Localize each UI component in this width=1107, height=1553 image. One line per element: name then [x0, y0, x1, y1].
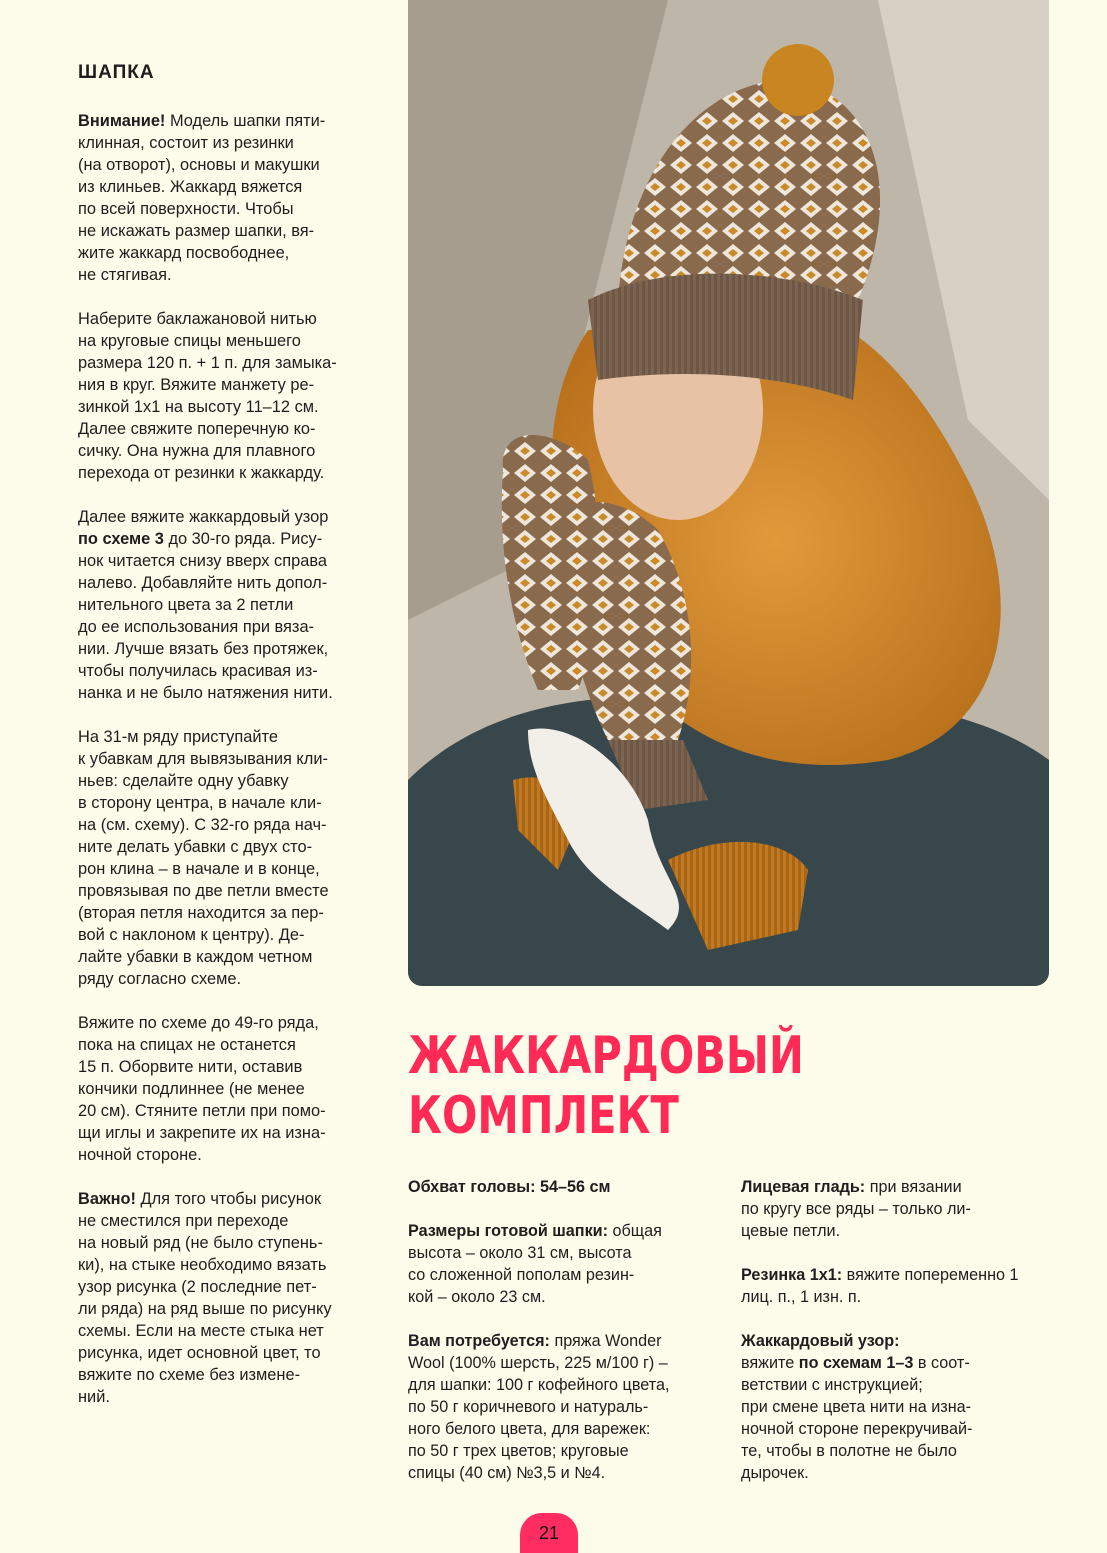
headline-line-1: ЖАККАРДОВЫЙ	[408, 1026, 804, 1086]
rib-text: вяжите попеременно 1 лиц. п., 1 изн. п.	[741, 1266, 1019, 1306]
finish-paragraph: Вяжите по схеме до 49-го ряда, пока на спицах не останется 15 п. Оборвите нити, оставив кончики подлиннее (не менее 20 см). Стяните петли при помо- щи иглы и закрепите их на изна- ночной стороне.	[78, 1014, 326, 1164]
important-text: Для того чтобы рисунок не сместился при переходе на новый ряд (не было ступень- ки), на стыке необходимо вязать узор рисунка (2 последние пет- ли ряда) на ряд выше по рисунку схемы. Если на месте стыка нет рисунка, идет основной цвет, то вяжите по схеме без измене- ний.	[78, 1190, 332, 1406]
decrease-paragraph: На 31-м ряду приступайте к убавкам для вывязывания кли- ньев: сделайте одну убавку в сторону центра, в начале кли- на (см. схему). С 32-го ряда нач- ните делать убавки с двух сто- рон клина – в начале и в конце, провязывая по две петли вместе (вторая петля находится за пер- вой с наклоном к центру). Де- лайте убавки в каждом четном ряду согласно схеме.	[78, 728, 329, 988]
jacquard-schemes-ref: по схемам 1–3	[798, 1354, 914, 1372]
rib-label: Резинка 1х1:	[741, 1266, 843, 1284]
specs-column	[408, 1176, 718, 1506]
important-label: Важно!	[78, 1190, 136, 1208]
cast-on-paragraph: Наберите баклажановой нитью на круговые спицы меньшего размера 120 п. + 1 п. для замыка- ния в круг. Вяжите манжету ре- зинкой 1х1 на высоту 11–12 см. Далее свяжите поперечную ко- сичку. Она нужна для плавного перехода от резинки к жаккарду.	[78, 310, 337, 482]
hat-sizes	[408, 1220, 718, 1308]
attention-text: Модель шапки пяти- клинная, состоит из резинки (на отворот), основы и макушки из клиньев. Жаккард вяжется по всей поверхности. Чтобы не искажать размер шапки, вя- жите жаккард посвободнее, не стягивая.	[78, 112, 326, 284]
stockinette-stitch	[741, 1176, 1053, 1242]
stitches-column	[741, 1176, 1053, 1506]
jacquard-pattern	[741, 1330, 1053, 1484]
jacquard-paragraph	[78, 506, 390, 704]
jacquard-label: Жаккардовый узор:	[741, 1332, 900, 1350]
rib-stitch	[741, 1264, 1053, 1308]
stockinette-text: при вязании по кругу все ряды – только ли- цевые петли.	[741, 1178, 971, 1240]
hat-sizes-label: Размеры готовой шапки:	[408, 1222, 609, 1240]
attention-paragraph	[78, 110, 390, 286]
jacquard-text-b: до 30-го ряда. Рису- нок читается снизу вверх справа налево. Добавляйте нить допол- нительного цвета за 2 петли до ее использования при вяза- нии. Лучше вязать без протяжек, чтобы получилась красивая из- нанка и не было натяжения нити.	[78, 530, 333, 702]
page-number: 21	[520, 1513, 578, 1553]
jacquard-text-a2: вяжите	[741, 1354, 795, 1372]
headline-line-2: КОМПЛЕКТ	[408, 1086, 679, 1146]
jacquard-text-b2: в соот- ветствии с инструкцией; при смене цвета нити на изна- ночной стороне перекручивай- те, чтобы в полотне не было дырочек.	[741, 1354, 973, 1482]
hat-sizes-text: общая высота – около 31 см, высота со сложенной пополам резин- кой – около 23 см.	[408, 1222, 662, 1306]
head-girth	[408, 1176, 718, 1198]
model-photo-illustration	[408, 0, 1049, 986]
jacquard-text-a: Далее вяжите жаккардовый узор	[78, 508, 329, 526]
important-paragraph	[78, 1188, 390, 1408]
section-title: ШАПКА	[78, 62, 155, 83]
materials	[408, 1330, 718, 1484]
article-headline	[408, 1026, 920, 1146]
materials-text: пряжа Wonder Wool (100% шерсть, 225 м/100 г) – для шапки: 100 г кофейного цвета, по 50 г коричневого и натураль- ного белого цвета, для варежек: по 50 г трех цветов; круговые спицы (40 см) №3,5 и №4.	[408, 1332, 670, 1482]
hat-instructions-column	[78, 62, 390, 1430]
stockinette-label: Лицевая гладь:	[741, 1178, 866, 1196]
jacquard-scheme-ref: по схеме 3	[78, 530, 164, 548]
materials-label: Вам потребуется:	[408, 1332, 550, 1350]
head-girth-label: Обхват головы: 54–56 см	[408, 1178, 611, 1196]
attention-label: Внимание!	[78, 112, 166, 130]
model-photo	[408, 0, 1049, 986]
